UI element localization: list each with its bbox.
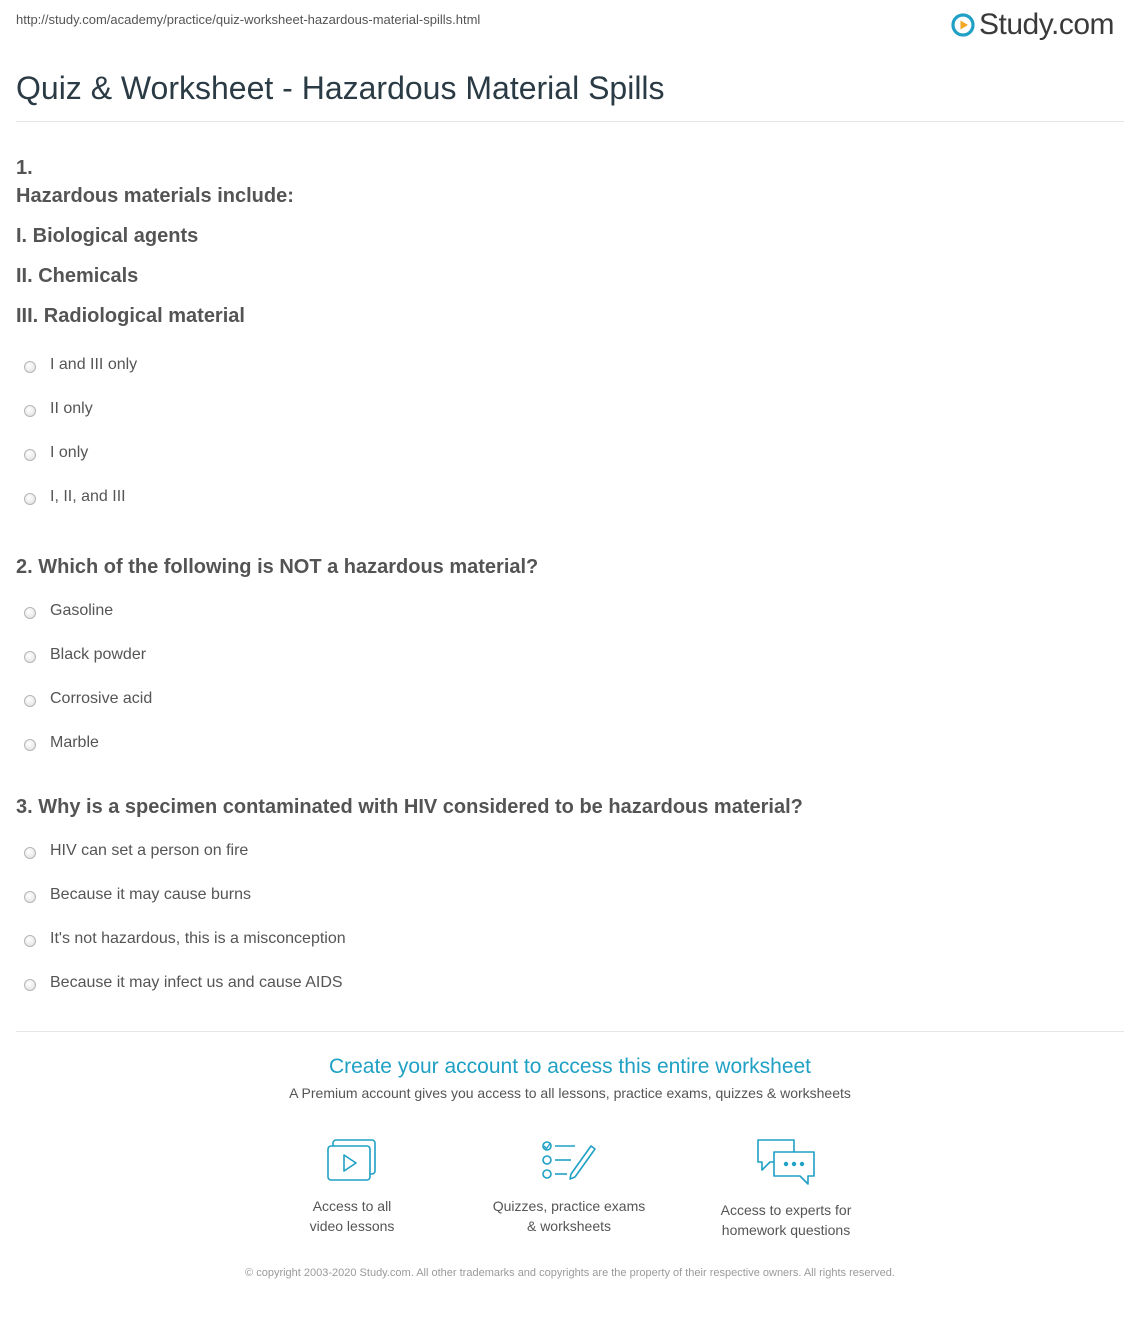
question-text: Hazardous materials include:: [16, 185, 294, 207]
answer-option[interactable]: [16, 974, 1116, 1018]
answer-label: Corrosive acid: [50, 690, 153, 707]
radio-button[interactable]: [24, 651, 36, 663]
answer-option[interactable]: [16, 930, 1116, 974]
radio-button[interactable]: [24, 891, 36, 903]
answer-option[interactable]: [16, 734, 1116, 778]
answer-label: It's not hazardous, this is a misconception: [50, 930, 346, 947]
feature-label: Access to experts for homework questions: [720, 1202, 852, 1238]
answer-label: HIV can set a person on fire: [50, 842, 249, 859]
question-option-text: II. Chemicals: [16, 265, 139, 287]
radio-button[interactable]: [24, 739, 36, 751]
answer-label: Because it may infect us and cause AIDS: [50, 974, 343, 991]
answer-list: [16, 356, 1116, 532]
quiz-checklist-icon: [541, 1138, 597, 1184]
copyright-footer: © copyright 2003-2020 Study.com. All other trademarks and copyrights are the property of their respective owners. All rights reserved.: [245, 1267, 895, 1279]
feature-quizzes: [469, 1138, 669, 1236]
promo-subtitle: A Premium account gives you access to all lessons, practice exams, quizzes & worksheets: [289, 1085, 851, 1101]
answer-option[interactable]: [16, 488, 1116, 532]
question-text: 2. Which of the following is NOT a hazardous material?: [16, 556, 539, 578]
answer-option[interactable]: [16, 356, 1116, 400]
answer-option[interactable]: [16, 646, 1116, 690]
question-option-text: III. Radiological material: [16, 305, 245, 327]
section-divider: [16, 1031, 1124, 1032]
answer-label: Because it may cause burns: [50, 886, 251, 903]
answer-label: II only: [50, 400, 93, 417]
answer-list: [16, 602, 1116, 778]
question-text: 3. Why is a specimen contaminated with HIV considered to be hazardous material?: [16, 796, 803, 818]
radio-button[interactable]: [24, 847, 36, 859]
answer-option[interactable]: [16, 400, 1116, 444]
question-1: [16, 156, 1116, 532]
page-url: http://study.com/academy/practice/quiz-worksheet-hazardous-material-spills.html: [16, 12, 481, 27]
feature-label: Quizzes, practice exams & worksheets: [492, 1198, 646, 1234]
answer-option[interactable]: [16, 842, 1116, 886]
chat-bubbles-icon: [754, 1138, 818, 1188]
radio-button[interactable]: [24, 607, 36, 619]
answer-option[interactable]: [16, 690, 1116, 734]
answer-list: [16, 842, 1116, 1018]
page-title: Quiz & Worksheet - Hazardous Material Spills: [16, 70, 665, 106]
question-number: 1.: [16, 157, 33, 179]
answer-option[interactable]: [16, 886, 1116, 930]
radio-button[interactable]: [24, 979, 36, 991]
radio-button[interactable]: [24, 935, 36, 947]
create-account-link[interactable]: Create your account to access this entire worksheet: [328, 1055, 812, 1078]
answer-label: I and III only: [50, 356, 138, 373]
play-circle-icon: [951, 13, 975, 37]
video-lessons-icon: [326, 1138, 378, 1184]
answer-label: Black powder: [50, 646, 147, 663]
feature-video-lessons: [252, 1138, 452, 1236]
answer-option[interactable]: [16, 602, 1116, 646]
logo-text: Study.com: [979, 8, 1114, 41]
radio-button[interactable]: [24, 405, 36, 417]
radio-button[interactable]: [24, 695, 36, 707]
question-option-text: I. Biological agents: [16, 225, 199, 247]
answer-label: I, II, and III: [50, 488, 126, 505]
study-logo[interactable]: [951, 8, 1114, 42]
question-2: [16, 555, 1116, 778]
title-divider: [16, 121, 1124, 122]
feature-experts: [686, 1138, 886, 1240]
radio-button[interactable]: [24, 493, 36, 505]
radio-button[interactable]: [24, 449, 36, 461]
answer-option[interactable]: [16, 444, 1116, 488]
answer-label: I only: [50, 444, 89, 461]
radio-button[interactable]: [24, 361, 36, 373]
question-3: [16, 795, 1116, 1018]
feature-label: Access to all video lessons: [309, 1198, 395, 1234]
answer-label: Gasoline: [50, 602, 114, 619]
answer-label: Marble: [50, 734, 99, 751]
